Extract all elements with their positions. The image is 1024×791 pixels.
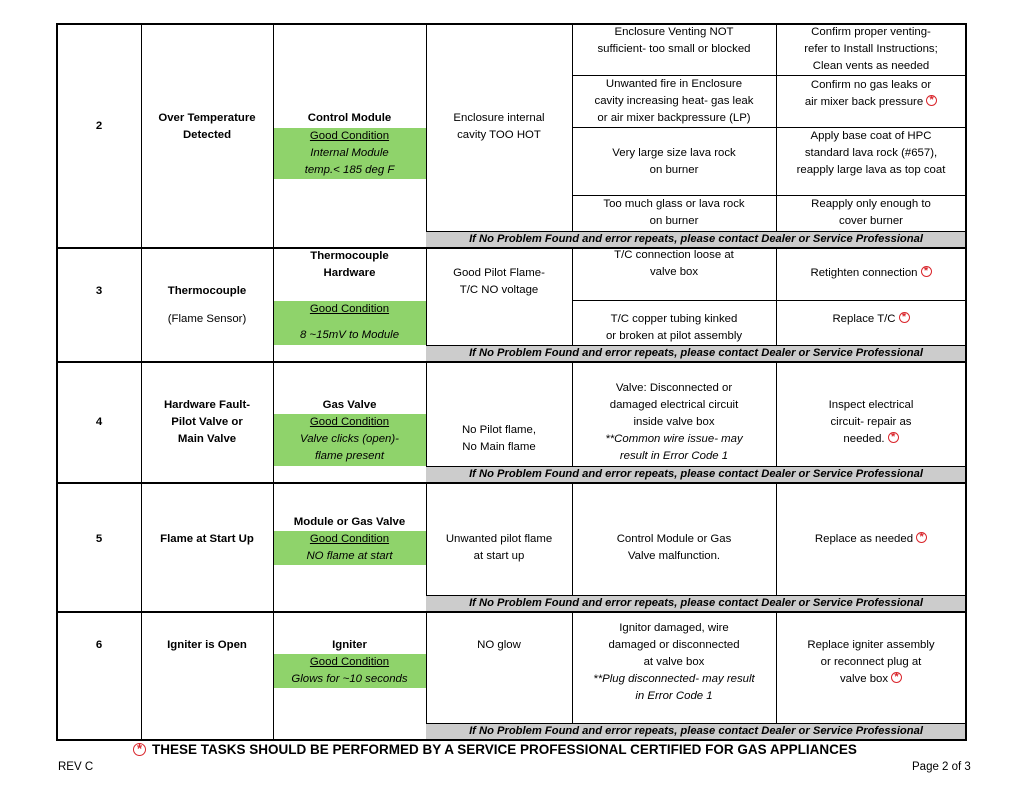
column-border — [572, 483, 573, 595]
cause-note: **Common wire issue- may — [605, 433, 743, 445]
remedy: Replace T/C* — [776, 311, 966, 328]
revision-label: REV C — [58, 761, 94, 773]
check-component: Igniter — [332, 639, 367, 651]
symptom: Unwanted pilot flame — [445, 533, 553, 545]
good-condition-label: Good Condition — [309, 130, 390, 142]
column-border — [572, 612, 573, 723]
column-border — [776, 612, 777, 723]
check-component: Control Module — [307, 112, 392, 124]
probable-cause: Ignitor damaged, wire — [619, 622, 729, 634]
probable-cause: on burner — [649, 215, 699, 227]
probable-cause: damaged or disconnected — [608, 639, 740, 651]
good-condition-label: Good Condition — [309, 416, 390, 428]
column-border — [426, 612, 427, 723]
good-condition-detail: Glows for ~10 seconds — [291, 673, 408, 685]
contact-note: If No Problem Found and error repeats, please contact Dealer or Service Professional — [426, 595, 966, 612]
remedy: Replace igniter assembly — [807, 639, 935, 651]
contact-note: If No Problem Found and error repeats, please contact Dealer or Service Professional — [426, 723, 966, 740]
contact-note: If No Problem Found and error repeats, please contact Dealer or Service Professional — [426, 231, 966, 248]
footer-note — [133, 741, 857, 759]
column-border — [141, 23, 142, 741]
remedy: Confirm no gas leaks or — [810, 79, 932, 91]
good-condition-label: Good Condition — [309, 533, 390, 545]
issue-name: Main Valve — [177, 433, 237, 445]
column-border — [56, 23, 58, 741]
footer-note-text: THESE TASKS SHOULD BE PERFORMED BY A SERVICE PROFESSIONAL CERTIFIED FOR GAS APPLIANCES — [152, 742, 857, 757]
remedy: or reconnect plug at — [820, 656, 922, 668]
symptom: No Pilot flame, — [461, 424, 537, 436]
good-condition-detail: NO flame at start — [306, 550, 393, 562]
good-condition-label: Good Condition — [309, 656, 390, 668]
note-divider — [426, 231, 966, 232]
good-condition-detail: Internal Module — [310, 147, 389, 159]
note-divider — [426, 466, 966, 467]
cause-note: in Error Code 1 — [635, 690, 713, 702]
symptom: cavity TOO HOT — [457, 129, 541, 141]
good-condition-label: Good Condition — [309, 303, 390, 315]
remedy: refer to Install Instructions; — [804, 43, 938, 55]
issue-name: Over Temperature — [158, 112, 256, 124]
column-border — [426, 24, 427, 231]
probable-cause: or broken at pilot assembly — [605, 330, 743, 342]
symptom: Good Pilot Flame- — [453, 267, 545, 279]
red-circled-asterisk-icon — [916, 532, 927, 543]
probable-cause: sufficient- too small or blocked — [597, 43, 751, 55]
cause-divider — [572, 300, 966, 301]
cause-note: result in Error Code 1 — [619, 450, 729, 462]
good-condition-detail: 8 ~15mV to Module — [299, 329, 400, 341]
remedy: Inspect electrical — [828, 399, 914, 411]
probable-cause: Unwanted fire in Enclosure — [605, 78, 743, 90]
probable-cause: T/C connection loose at — [614, 249, 734, 261]
good-condition-detail: flame present — [314, 450, 384, 462]
remedy: Replace as needed* — [776, 531, 966, 548]
red-circled-asterisk-icon — [133, 743, 146, 756]
row-border — [57, 361, 967, 363]
symptom: at start up — [473, 550, 525, 562]
good-condition-detail: temp.< 185 deg F — [304, 164, 395, 176]
column-border — [965, 23, 967, 741]
error-code: 5 — [95, 533, 103, 545]
note-divider — [426, 723, 966, 724]
symptom: NO glow — [477, 639, 521, 651]
probable-cause: Very large size lava rock — [612, 147, 736, 159]
cause-note: **Plug disconnected- may result — [593, 673, 755, 685]
remedy: valve box* — [776, 671, 966, 688]
remedy: air mixer back pressure* — [776, 94, 966, 111]
remedy: Retighten connection* — [776, 265, 966, 282]
red-circled-asterisk-icon — [921, 266, 932, 277]
column-border — [273, 23, 274, 741]
probable-cause: damaged electrical circuit — [609, 399, 739, 411]
remedy: Reapply only enough to — [811, 198, 931, 210]
red-circled-asterisk-icon — [926, 95, 937, 106]
remedy: reapply large lava as top coat — [796, 164, 946, 176]
red-circled-asterisk-icon — [888, 432, 899, 443]
error-code: 4 — [95, 416, 103, 428]
symptom: T/C NO voltage — [459, 284, 539, 296]
issue-name: Thermocouple — [167, 285, 247, 297]
remedy: cover burner — [839, 215, 903, 227]
probable-cause: cavity increasing heat- gas leak — [594, 95, 754, 107]
probable-cause: or air mixer backpressure (LP) — [597, 112, 751, 124]
column-border — [572, 248, 573, 345]
probable-cause: Too much glass or lava rock — [603, 198, 745, 210]
remedy: standard lava rock (#657), — [804, 147, 938, 159]
red-circled-asterisk-icon — [899, 312, 910, 323]
column-border — [776, 483, 777, 595]
remedy: circuit- repair as — [830, 416, 912, 428]
check-component: Hardware — [323, 267, 376, 279]
remedy: Clean vents as needed — [812, 60, 930, 72]
column-border — [426, 248, 427, 345]
check-component: Thermocouple — [310, 250, 389, 262]
red-circled-asterisk-icon — [891, 672, 902, 683]
column-border — [776, 362, 777, 466]
note-divider — [426, 595, 966, 596]
probable-cause: on burner — [649, 164, 699, 176]
column-border — [426, 362, 427, 466]
column-border — [572, 362, 573, 466]
column-border — [572, 24, 573, 231]
probable-cause: T/C copper tubing kinked — [610, 313, 738, 325]
probable-cause: Control Module or Gas — [616, 533, 732, 545]
remedy: Confirm proper venting- — [811, 26, 931, 38]
check-component: Gas Valve — [322, 399, 377, 411]
column-border — [776, 248, 777, 345]
contact-note: If No Problem Found and error repeats, please contact Dealer or Service Professional — [426, 345, 966, 362]
good-condition-detail: Valve clicks (open)- — [300, 433, 399, 445]
row-border — [57, 611, 967, 613]
column-border — [426, 483, 427, 595]
check-component: Module or Gas Valve — [293, 516, 406, 528]
issue-name: Pilot Valve or — [171, 416, 243, 428]
probable-cause: Valve malfunction. — [627, 550, 721, 562]
note-divider — [426, 345, 966, 346]
column-border — [776, 24, 777, 231]
probable-cause: at valve box — [643, 656, 705, 668]
probable-cause: inside valve box — [633, 416, 715, 428]
issue-name: Igniter is Open — [167, 639, 247, 651]
page-number: Page 2 of 3 — [912, 761, 971, 773]
contact-note: If No Problem Found and error repeats, please contact Dealer or Service Professional — [426, 466, 966, 483]
remedy: needed.* — [776, 431, 966, 448]
issue-name: Flame at Start Up — [160, 533, 254, 545]
error-code: 6 — [95, 639, 103, 651]
probable-cause: valve box — [649, 266, 699, 278]
probable-cause: Valve: Disconnected or — [615, 382, 733, 394]
row-border — [57, 247, 967, 249]
probable-cause: Enclosure Venting NOT — [614, 26, 734, 38]
issue-subtitle: (Flame Sensor) — [167, 313, 247, 325]
issue-name: Hardware Fault- — [163, 399, 251, 411]
issue-name: Detected — [182, 129, 232, 141]
row-border — [57, 482, 967, 484]
table-top-border — [57, 23, 967, 25]
remedy: Apply base coat of HPC — [810, 130, 932, 142]
symptom: No Main flame — [462, 441, 536, 453]
error-code: 3 — [95, 285, 103, 297]
symptom: Enclosure internal — [453, 112, 545, 124]
error-code: 2 — [95, 120, 103, 132]
